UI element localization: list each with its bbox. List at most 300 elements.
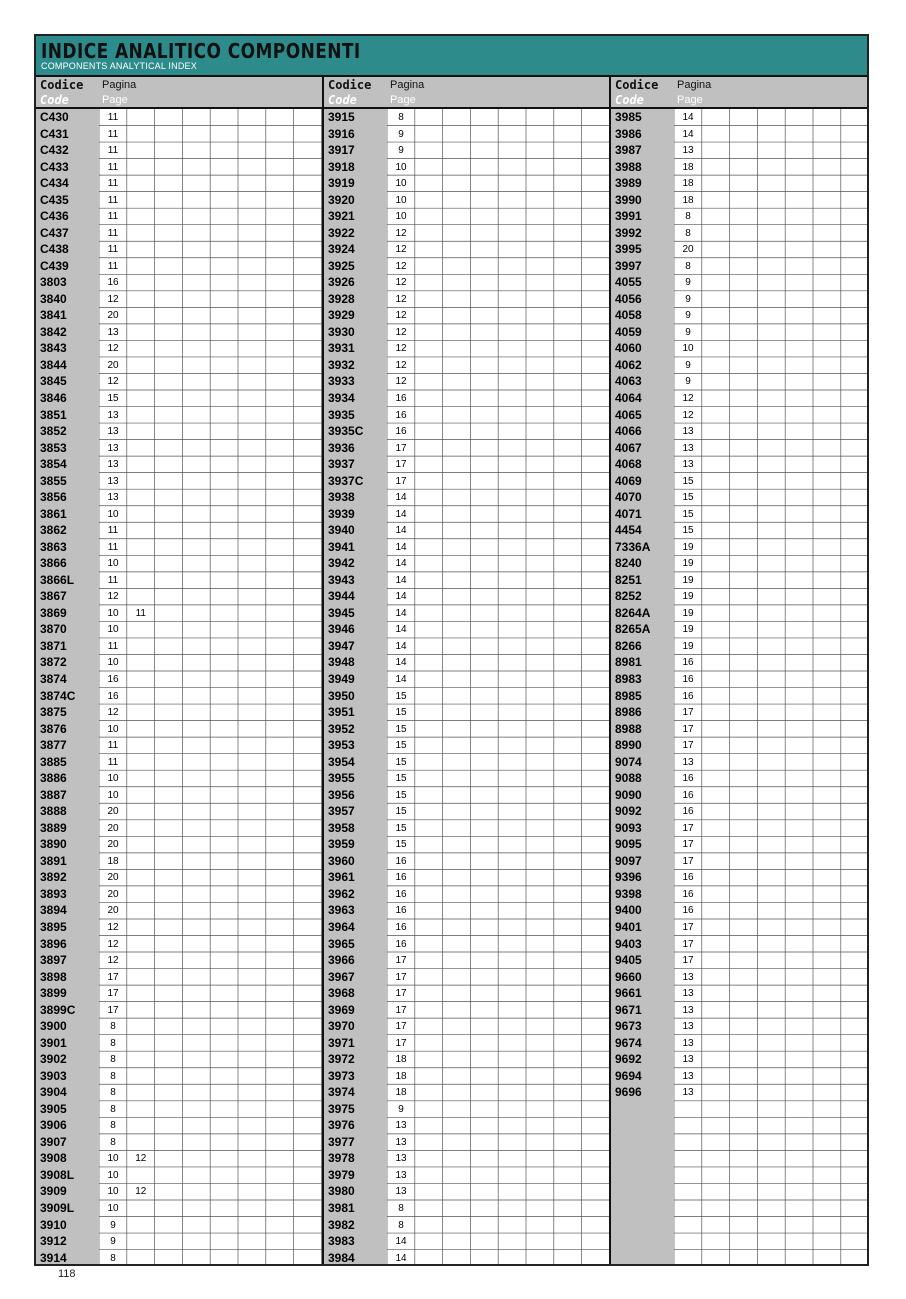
component-code: 3964 [328,919,355,934]
component-code: 3862 [40,523,67,538]
table-row [324,307,609,324]
page-ref: 12 [395,376,407,388]
table-row [324,1051,609,1068]
table-row [324,869,609,886]
table-row [611,407,867,424]
component-code: 3939 [328,506,355,521]
component-code: 3944 [328,589,355,604]
page-ref: 14 [682,128,694,140]
page-ref: 19 [682,624,694,636]
page-ref: 10 [107,1202,119,1214]
table-row [36,390,322,407]
page-ref: 12 [395,260,407,272]
table-row [611,919,867,936]
page-ref: 12 [135,1186,147,1198]
table-row [36,919,322,936]
page-ref: 12 [107,921,119,933]
table-row [36,1167,322,1184]
component-code: 3953 [328,738,355,753]
component-code: 4059 [615,324,642,339]
page-ref: 8 [398,1202,404,1214]
table-row [611,1002,867,1019]
component-code: 3890 [40,837,67,852]
component-code: 3992 [615,225,642,240]
page-ref: 14 [395,1252,407,1264]
table-row [611,572,867,589]
page-ref: 12 [107,293,119,305]
page-ref: 9 [685,277,691,289]
page-ref: 16 [395,393,407,404]
page-ref: 9 [398,145,404,157]
table-row [36,638,322,655]
table-row [36,274,322,291]
component-code: 9092 [615,804,642,819]
component-code: 3945 [328,605,355,620]
page-ref: 20 [107,872,119,884]
page-ref: 17 [395,971,407,983]
component-code: 3893 [40,886,67,901]
table-row [611,1068,867,1085]
page-ref: 17 [107,1004,119,1016]
page-ref: 17 [682,839,694,851]
page-ref: 16 [682,789,694,801]
page-ref: 10 [395,161,407,173]
table-row [611,688,867,705]
page-ref: 14 [395,657,407,669]
component-code: 3869 [40,605,67,620]
page-ref: 17 [395,1004,407,1016]
table-row [611,225,867,242]
page-ref: 15 [395,789,407,801]
component-code: 3956 [328,787,355,802]
page-ref: 18 [395,1070,407,1082]
table-row [324,208,609,225]
component-code: 3995 [615,242,642,257]
component-code: 3925 [328,258,355,273]
table-row [611,208,867,225]
page-ref: 8 [110,1120,116,1132]
component-code: 3979 [328,1167,355,1182]
table-row [36,886,322,903]
table-row [324,489,609,506]
table-row [324,192,609,209]
page-ref: 9 [398,1103,404,1115]
page-ref: 13 [395,1120,407,1132]
component-code: 3973 [328,1068,355,1083]
table-row [611,192,867,209]
page-ref: 14 [395,525,407,537]
table-row [324,836,609,853]
page-ref: 13 [682,459,694,471]
header-code: Code [615,93,644,107]
table-row [611,175,867,192]
component-code: 3901 [40,1035,67,1050]
page-ref: 13 [682,756,694,768]
page-ref: 19 [682,558,694,570]
component-code: 8985 [615,688,642,703]
table-row [611,357,867,374]
page-ref: 18 [107,855,119,867]
page-ref: 16 [107,674,119,686]
table-row [36,869,322,886]
component-code: 9696 [615,1085,642,1100]
table-row [324,886,609,903]
table-row [36,621,322,638]
component-code: 3896 [40,936,67,951]
component-code: 9093 [615,820,642,835]
page-ref: 13 [107,409,119,421]
table-row [36,853,322,870]
component-code: 4071 [615,506,642,521]
table-row [611,588,867,605]
component-code: 3914 [40,1250,67,1265]
component-code: 3929 [328,308,355,323]
page-ref: 11 [107,740,119,752]
table-row [36,407,322,424]
page-ref: 20 [682,244,694,256]
table-row [324,588,609,605]
page-ref: 9 [685,359,691,371]
page-ref: 9 [685,326,691,338]
component-code: 3870 [40,622,67,637]
page-ref: 16 [395,409,407,421]
component-code: 9088 [615,771,642,786]
page-ref: 18 [395,1054,407,1066]
component-code: 3910 [40,1217,67,1232]
page-ref: 16 [395,888,407,900]
table-row [36,754,322,771]
table-row [324,324,609,341]
component-code: 3842 [40,324,67,339]
component-code: 3887 [40,787,67,802]
component-code: 3909L [40,1200,75,1215]
page-ref: 12 [135,1153,147,1165]
component-code: 9674 [615,1035,642,1050]
page-ref: 11 [107,211,119,223]
component-code: 4067 [615,440,642,455]
table-row [36,605,322,622]
page-ref: 16 [682,773,694,785]
page-ref: 13 [682,426,694,438]
table-row [324,688,609,705]
table-row [324,1183,609,1200]
table-row [36,1233,322,1250]
component-code: 3971 [328,1035,355,1050]
table-row [611,1018,867,1035]
table-row [324,820,609,837]
component-code: 3888 [40,804,67,819]
page-ref: 13 [395,1136,407,1148]
table-row [36,1018,322,1035]
table-row [611,489,867,506]
table-row [324,340,609,357]
component-code: 3954 [328,754,355,769]
index-column-2 [324,77,609,1264]
table-row [36,225,322,242]
table-row [36,241,322,258]
page-ref: 13 [107,442,119,454]
component-code: 9396 [615,870,642,885]
component-code: 3958 [328,820,355,835]
component-code: 3861 [40,506,67,521]
table-row [324,506,609,523]
table-row [36,721,322,738]
table-row [36,688,322,705]
component-code: 8265A [615,622,651,637]
page-ref: 14 [395,492,407,504]
page-ref: 11 [135,607,146,619]
page-ref: 16 [682,888,694,900]
page-ref: 10 [682,343,694,355]
table-row [611,754,867,771]
component-code: 3961 [328,870,355,885]
component-code: 3871 [40,638,67,653]
page-ref: 20 [107,310,119,322]
table-row [36,803,322,820]
component-code: 8266 [615,638,642,653]
page-ref: 17 [682,921,694,933]
component-code: C432 [40,143,69,158]
page-ref: 9 [685,376,691,388]
page-ref: 14 [395,1236,407,1248]
component-code: 3909 [40,1184,67,1199]
page-ref: 16 [395,872,407,884]
page-ref: 16 [682,872,694,884]
component-code: 3924 [328,242,355,257]
component-code: 3950 [328,688,355,703]
page-ref: 13 [395,1186,407,1198]
table-row [324,456,609,473]
component-code: 3892 [40,870,67,885]
component-code: 3928 [328,291,355,306]
header-codice: Codice [40,78,84,92]
component-code: 3866 [40,556,67,571]
page-ref: 18 [682,178,694,190]
page-subtitle: COMPONENTS ANALYTICAL INDEX [41,61,197,71]
component-code: 3922 [328,225,355,240]
component-code: 3963 [328,903,355,918]
table-row [324,1002,609,1019]
component-code: 3867 [40,589,67,604]
component-code: 8251 [615,572,642,587]
component-code: 9692 [615,1052,642,1067]
table-row [36,440,322,457]
table-row [611,373,867,390]
table-row [324,1250,609,1267]
page-ref: 10 [107,1153,119,1165]
component-code: 3952 [328,721,355,736]
component-code: 3949 [328,672,355,687]
component-code: 4063 [615,374,642,389]
page-ref: 11 [107,112,119,123]
page-ref: 15 [395,822,407,834]
page-ref: 16 [395,855,407,867]
component-code: 3844 [40,357,67,372]
table-row [611,969,867,986]
page-ref: 13 [682,988,694,1000]
table-row [36,340,322,357]
table-row [36,324,322,341]
component-code: 3968 [328,986,355,1001]
page-ref: 14 [395,624,407,636]
component-code: 3983 [328,1234,355,1249]
table-row [324,1117,609,1134]
component-code: 3933 [328,374,355,389]
page-ref: 14 [395,607,407,619]
component-code: 3902 [40,1052,67,1067]
table-row [36,208,322,225]
table-row [324,142,609,159]
table-row [36,1068,322,1085]
component-code: 9074 [615,754,642,769]
component-code: 3886 [40,771,67,786]
table-row [36,1250,322,1267]
component-code: 3845 [40,374,67,389]
page-ref: 14 [682,112,694,123]
page-ref: 15 [395,806,407,818]
page-number: 118 [58,1268,76,1280]
page-ref: 17 [107,971,119,983]
table-row [324,291,609,308]
page-ref: 11 [107,640,119,652]
component-code: 8240 [615,556,642,571]
table-row [324,952,609,969]
page-ref: 8 [110,1070,116,1082]
component-code: 3874C [40,688,76,703]
column-header [36,77,322,109]
component-code: 3855 [40,473,67,488]
table-row [324,225,609,242]
component-code: 3940 [328,523,355,538]
component-code: 3917 [328,143,355,158]
page-ref: 8 [110,1103,116,1115]
component-code: 3903 [40,1068,67,1083]
page-ref: 8 [110,1087,116,1099]
table-row [324,407,609,424]
component-code: 3997 [615,258,642,273]
table-row [324,572,609,589]
table-row [324,373,609,390]
page-ref: 13 [107,426,119,438]
table-row [36,506,322,523]
component-code: 3856 [40,490,67,505]
table-row [611,1051,867,1068]
page-ref: 10 [107,508,119,520]
table-row [36,473,322,490]
page-ref: 13 [682,1054,694,1066]
component-code: 9097 [615,853,642,868]
page-ref: 15 [395,723,407,735]
table-row [36,258,322,275]
page-ref: 8 [685,211,691,223]
table-row [324,737,609,754]
page-ref: 17 [682,855,694,867]
page-ref: 10 [107,558,119,570]
table-row [611,274,867,291]
table-row [611,440,867,457]
page-ref: 17 [682,938,694,950]
table-row [324,175,609,192]
page-ref: 13 [682,1070,694,1082]
page-ref: 17 [682,822,694,834]
component-code: 4062 [615,357,642,372]
component-code: 3904 [40,1085,67,1100]
component-code: 3957 [328,804,355,819]
component-code: 3908 [40,1151,67,1166]
page-ref: 10 [395,211,407,223]
component-code: 4066 [615,424,642,439]
table-row [36,522,322,539]
page-ref: 11 [107,178,119,190]
table-row [36,820,322,837]
component-code: 3976 [328,1118,355,1133]
component-code: 3962 [328,886,355,901]
page-ref: 14 [395,640,407,652]
table-row [36,1051,322,1068]
component-code: 3941 [328,539,355,554]
page-ref: 16 [395,426,407,438]
page-ref: 14 [395,674,407,686]
table-row [324,803,609,820]
page-ref: 8 [110,1021,116,1033]
component-code: 8988 [615,721,642,736]
component-code: 3948 [328,655,355,670]
table-row [324,1035,609,1052]
table-row [324,126,609,143]
component-code: 9398 [615,886,642,901]
page-ref: 12 [395,277,407,289]
table-row [36,969,322,986]
table-row [611,836,867,853]
table-row [324,1084,609,1101]
page-ref: 17 [395,1021,407,1033]
table-row [324,1068,609,1085]
table-row [36,671,322,688]
page-ref: 12 [107,591,119,603]
table-row [611,324,867,341]
component-code: 3846 [40,391,67,405]
page-ref: 9 [685,293,691,305]
table-row [324,555,609,572]
component-code: 3943 [328,572,355,587]
page-ref: 12 [107,938,119,950]
component-code: 3990 [615,192,642,207]
table-row [324,704,609,721]
page-ref: 19 [682,541,694,553]
table-row [611,473,867,490]
table-row [36,952,322,969]
page-ref: 16 [682,806,694,818]
table-row [611,109,867,126]
component-code: 8981 [615,655,642,670]
table-row [611,241,867,258]
page-ref: 10 [107,657,119,669]
table-row [611,1035,867,1052]
component-code: 4068 [615,457,642,472]
page-ref: 12 [107,955,119,967]
component-code: 9400 [615,903,642,918]
component-code: 3934 [328,391,355,405]
table-row [611,638,867,655]
title-bar [36,36,867,77]
table-row [324,241,609,258]
component-code: 4060 [615,341,642,356]
page-ref: 17 [682,740,694,752]
component-code: C438 [40,242,69,257]
component-code: 3899C [40,1002,76,1017]
table-row [324,1167,609,1184]
page-ref: 8 [110,1054,116,1066]
